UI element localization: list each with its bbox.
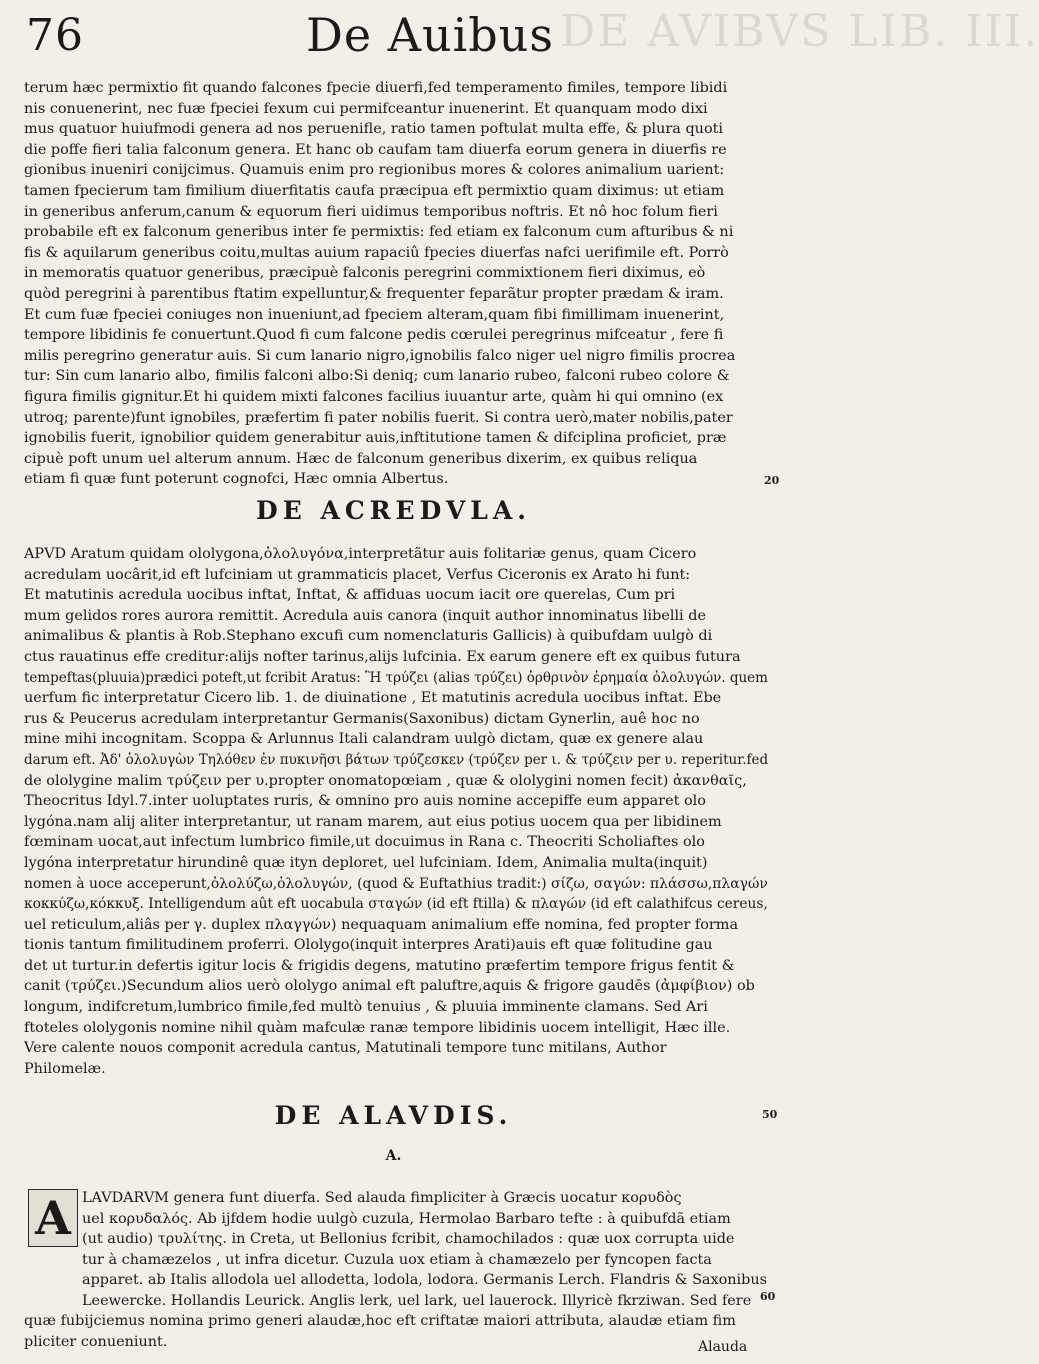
text-line: longum, indifcretum,lumbrico fimile,fed multò tenuius , & pluuia imminente clamans. Sed Ari: [24, 999, 708, 1016]
catchword: Alauda: [698, 1339, 748, 1355]
text-line: quòd peregrini à parentibus ftatim expelluntur,& frequenter feparãtur propter prædam & iram.: [24, 285, 724, 302]
text-line: terum hæc permixtio fit quando falcones fpecie diuerfi,fed temperamento fimiles, tempore libidi: [24, 80, 728, 96]
text-line: APVD Aratum quidam ololygona,ὀλολυγόνα,interpretãtur auis folitariæ genus, quam Cicero: [24, 546, 697, 562]
show-through-text: DE AVIBVS LIB. III.: [560, 6, 1039, 57]
text-line: animalibus & plantis à Rob.Stephano excufi cum nomenclaturis Gallicis) à quibufdam uulgò di: [24, 628, 713, 645]
running-head: De Auibus: [306, 8, 554, 62]
acredula-paragraph: [24, 544, 768, 1079]
text-line: tempore libidinis fe conuertunt.Quod fi cum falcone pedis cœrulei peregrinus mifceatur , fere fi: [24, 327, 724, 344]
text-line: lygóna.nam alij aliter interpretantur, ut ranam marem, aut eius potius uocem qua per libidinem: [24, 813, 722, 830]
section-title-acredula: DE ACREDVLA.: [256, 496, 531, 525]
text-line: tempeftas(pluuia)prædici poteft,ut fcribit Aratus: Ἢ τρύζει (alias τρύζει) ὀρθρινὸν ἐρημαία ὀλολυγών. quem: [24, 669, 768, 686]
text-line: ctus rauatinus effe creditur:alijs nofter tarinus,alijs lufcinia. Ex earum genere eft ex quibus futura: [24, 648, 741, 665]
text-line: tamen fpecierum tam fimilium diuerfitatis caufa præcipua eft permixtio quam diximus: ut etiam: [24, 182, 725, 199]
text-line: quæ fubijciemus nomina primo generi alaudæ,hoc eft criftatæ maiori attributa, alaudæ etiam fim: [24, 1313, 736, 1329]
text-line: fis & aquilarum generibus coitu,multas auium rapaciû fpecies diuerfas nafci uerifimile eft. Porrò: [24, 244, 729, 261]
page-number: 76: [26, 10, 84, 61]
text-line: (ut audio) τρυλίτης. in Creta, ut Bellonius fcribit, chamochilados : quæ uox corrupta uide: [82, 1231, 735, 1248]
text-line: Et matutinis acredula uocibus inftat, Inftat, & affiduas uocum iacit ore querelas, Cum pri: [24, 587, 676, 604]
text-line: mum gelidos rores aurora remittit. Acredula auis canora (inquit author innominatus libelli de: [24, 607, 706, 624]
text-line: pliciter conueniunt.: [24, 1333, 168, 1350]
text-line: in generibus anferum,canum & equorum fieri uidimus temporibus noftris. Et nô hoc folum fieri: [24, 203, 718, 220]
text-line: milis peregrino generatur auis. Si cum lanario nigro,ignobilis falco niger uel nigro fimilis procrea: [24, 347, 736, 364]
text-line: etiam fi quæ funt poterunt cognofci, Hæc omnia Albertus.: [24, 471, 449, 488]
text-line: Theocritus Idyl.7.inter uoluptates ruris, & omnino pro auis nomine accepiffe eum apparet olo: [24, 793, 706, 810]
text-line: ignobilis fuerit, ignobilior quidem generabitur auis,inftitutione tamen & difciplina proficiet, præ: [24, 430, 727, 447]
text-line: Leewercke. Hollandis Leurick. Anglis lerk, uel lark, uel lauerock. Illyricè fkrziwan. Sed fere: [82, 1292, 752, 1309]
text-line: LAVDARVM genera funt diuerfa. Sed alauda fimpliciter à Græcis uocatur κορυδὸς: [82, 1190, 682, 1206]
text-line: cipuè poft unum uel alterum annum. Hæc de falconum generibus dixerim, ex quibus reliqua: [24, 450, 698, 467]
subsection-letter: A.: [385, 1148, 402, 1164]
text-line: in memoratis quatuor generibus, præcipuè falconis peregrini commixtionem fieri diximus, eò: [24, 265, 706, 282]
text-line: mine mihi incognitam. Scoppa & Arlunnus Itali calandram uulgò dictam, quæ ex genere alau: [24, 731, 704, 748]
text-line: gionibus inueniri conijcimus. Quamuis enim pro regionibus mores & colores animalium uarient:: [24, 162, 725, 179]
text-line: apparet. ab Italis allodola uel allodetta, lodola, lodora. Germanis Lerch. Flandris & Saxonibus: [82, 1272, 768, 1289]
text-line: rus & Peucerus acredulam interpretantur Germanis(Saxonibus) dictam Gynerlin, auê hoc no: [24, 710, 700, 727]
text-line: lygóna interpretatur hirundinê quæ ityn deploret, uel lufciniam. Idem, Animalia multa(inquit): [24, 854, 708, 871]
text-line: det ut turtur.in defertis igitur locis & frigidis degens, matutino præfertim tempore frigus fentit &: [24, 957, 735, 974]
text-line: nis conuenerint, nec fuæ fpeciei fexum cui permifceantur inuenerint. Et quanquam modo dixi: [24, 100, 708, 117]
alaudis-paragraph: [82, 1188, 772, 1312]
text-line: uel reticulum,aliâs per γ. duplex πλαγγών) nequaquam animalium effe nomina, fed propter forma: [24, 916, 739, 933]
text-line: ftoteles ololygonis nomine nihil quàm mafculæ ranæ tempore libidinis uocem intelligit, Hæc ille.: [24, 1019, 731, 1036]
text-line: acredulam uocârit,id eft lufciniam ut grammaticis placet, Verfus Ciceronis ex Arato hi funt:: [24, 566, 691, 583]
text-line: uel κορυδαλός. Ab ijfdem hodie uulgò cuzula, Hermolao Barbaro tefte : à quibufdã etiam: [82, 1210, 731, 1227]
text-line: tur à chamæzelos , ut infra dicetur. Cuzula uox etiam à chamæzelo per fyncopen facta: [82, 1251, 712, 1268]
section-title-alaudis: DE ALAVDIS.: [274, 1101, 513, 1130]
text-line: uerfum fic interpretatur Cicero lib. 1. de diuinatione , Et matutinis acredula uocibus inftat. Ebe: [24, 690, 722, 707]
text-line: nomen à uoce acceperunt,ὀλολύζω,ὀλολυγών, (quod & Euftathius tradit:) σίζω, σαγών: πλάσσω,πλαγών: [24, 875, 768, 892]
margin-number: 50: [762, 1108, 778, 1121]
text-line: mus quatuor huiufmodi genera ad nos peruenifle, ratio tamen poftulat multa effe, & plura quoti: [24, 121, 723, 138]
text-line: de ololygine malim τρύζειν per υ.propter onomatopœiam , quæ & ololygini nomen fecit) ἀκανθαῖς,: [24, 772, 747, 789]
text-line: fœminam uocat,aut infectum lumbrico fimile,ut docuimus in Rana c. Theocriti Scholiaftes olo: [24, 834, 705, 851]
text-line: Et cum fuæ fpeciei coniuges non inueniunt,ad fpeciem alteram,quam fibi fimillimam inuenerint,: [24, 306, 725, 323]
initial-letter: A: [35, 1191, 71, 1245]
text-line: tionis tantum fimilitudinem proferri. Ololygo(inquit interpres Arati)auis eft quæ folitudine gau: [24, 937, 713, 954]
text-line: figura fimilis gignitur.Et hi quidem mixti falcones facilius iuuantur arte, quàm hi qui omnino (ex: [24, 388, 724, 405]
text-line: die poffe fieri talia falconum genera. Et hanc ob caufam tam diuerfa eorum genera in diuerfis re: [24, 141, 727, 158]
text-line: Philomelæ.: [24, 1060, 106, 1077]
text-line: darum eft. Ἀδ' ὀλολυγὼν Τηλόθεν ἐν πυκινῆσι βάτων τρύζεσκεν (τρύζεν per ι. & τρύζειν per υ. reperitur.fed: [24, 751, 769, 768]
text-line: canit (τρύζει.)Secundum alios uerò ololygo animal eft paluftre,aquis & frigore gaudēs (ἀμφίβιον) ob: [24, 978, 755, 995]
text-line: utroq; parente)funt ignobiles, præfertim fi pater nobilis fuerit. Si contra uerò,mater nobilis,pater: [24, 409, 733, 426]
text-line: probabile eft ex falconum generibus inter fe permixtis: fed etiam ex falconum cum afturibus & ni: [24, 224, 734, 241]
margin-number: 60: [760, 1290, 776, 1303]
text-line: Vere calente nouos componit acredula cantus, Matutinali tempore tunc mitilans, Author: [24, 1040, 667, 1057]
decorated-initial: [28, 1189, 78, 1247]
text-line: κοκκύζω,κόκκυξ. Intelligendum aût eft uocabula σταγών (id eft ftilla) & πλαγών (id eft calathifcus cereus,: [24, 896, 768, 913]
text-line: tur: Sin cum lanario albo, fimilis falconi albo:Si deniq; cum lanario rubeo, falconi rubeo colore &: [24, 368, 730, 385]
alaudis-paragraph-tail: [24, 1311, 768, 1352]
margin-number: 20: [764, 474, 780, 487]
falcon-paragraph: [24, 78, 768, 490]
